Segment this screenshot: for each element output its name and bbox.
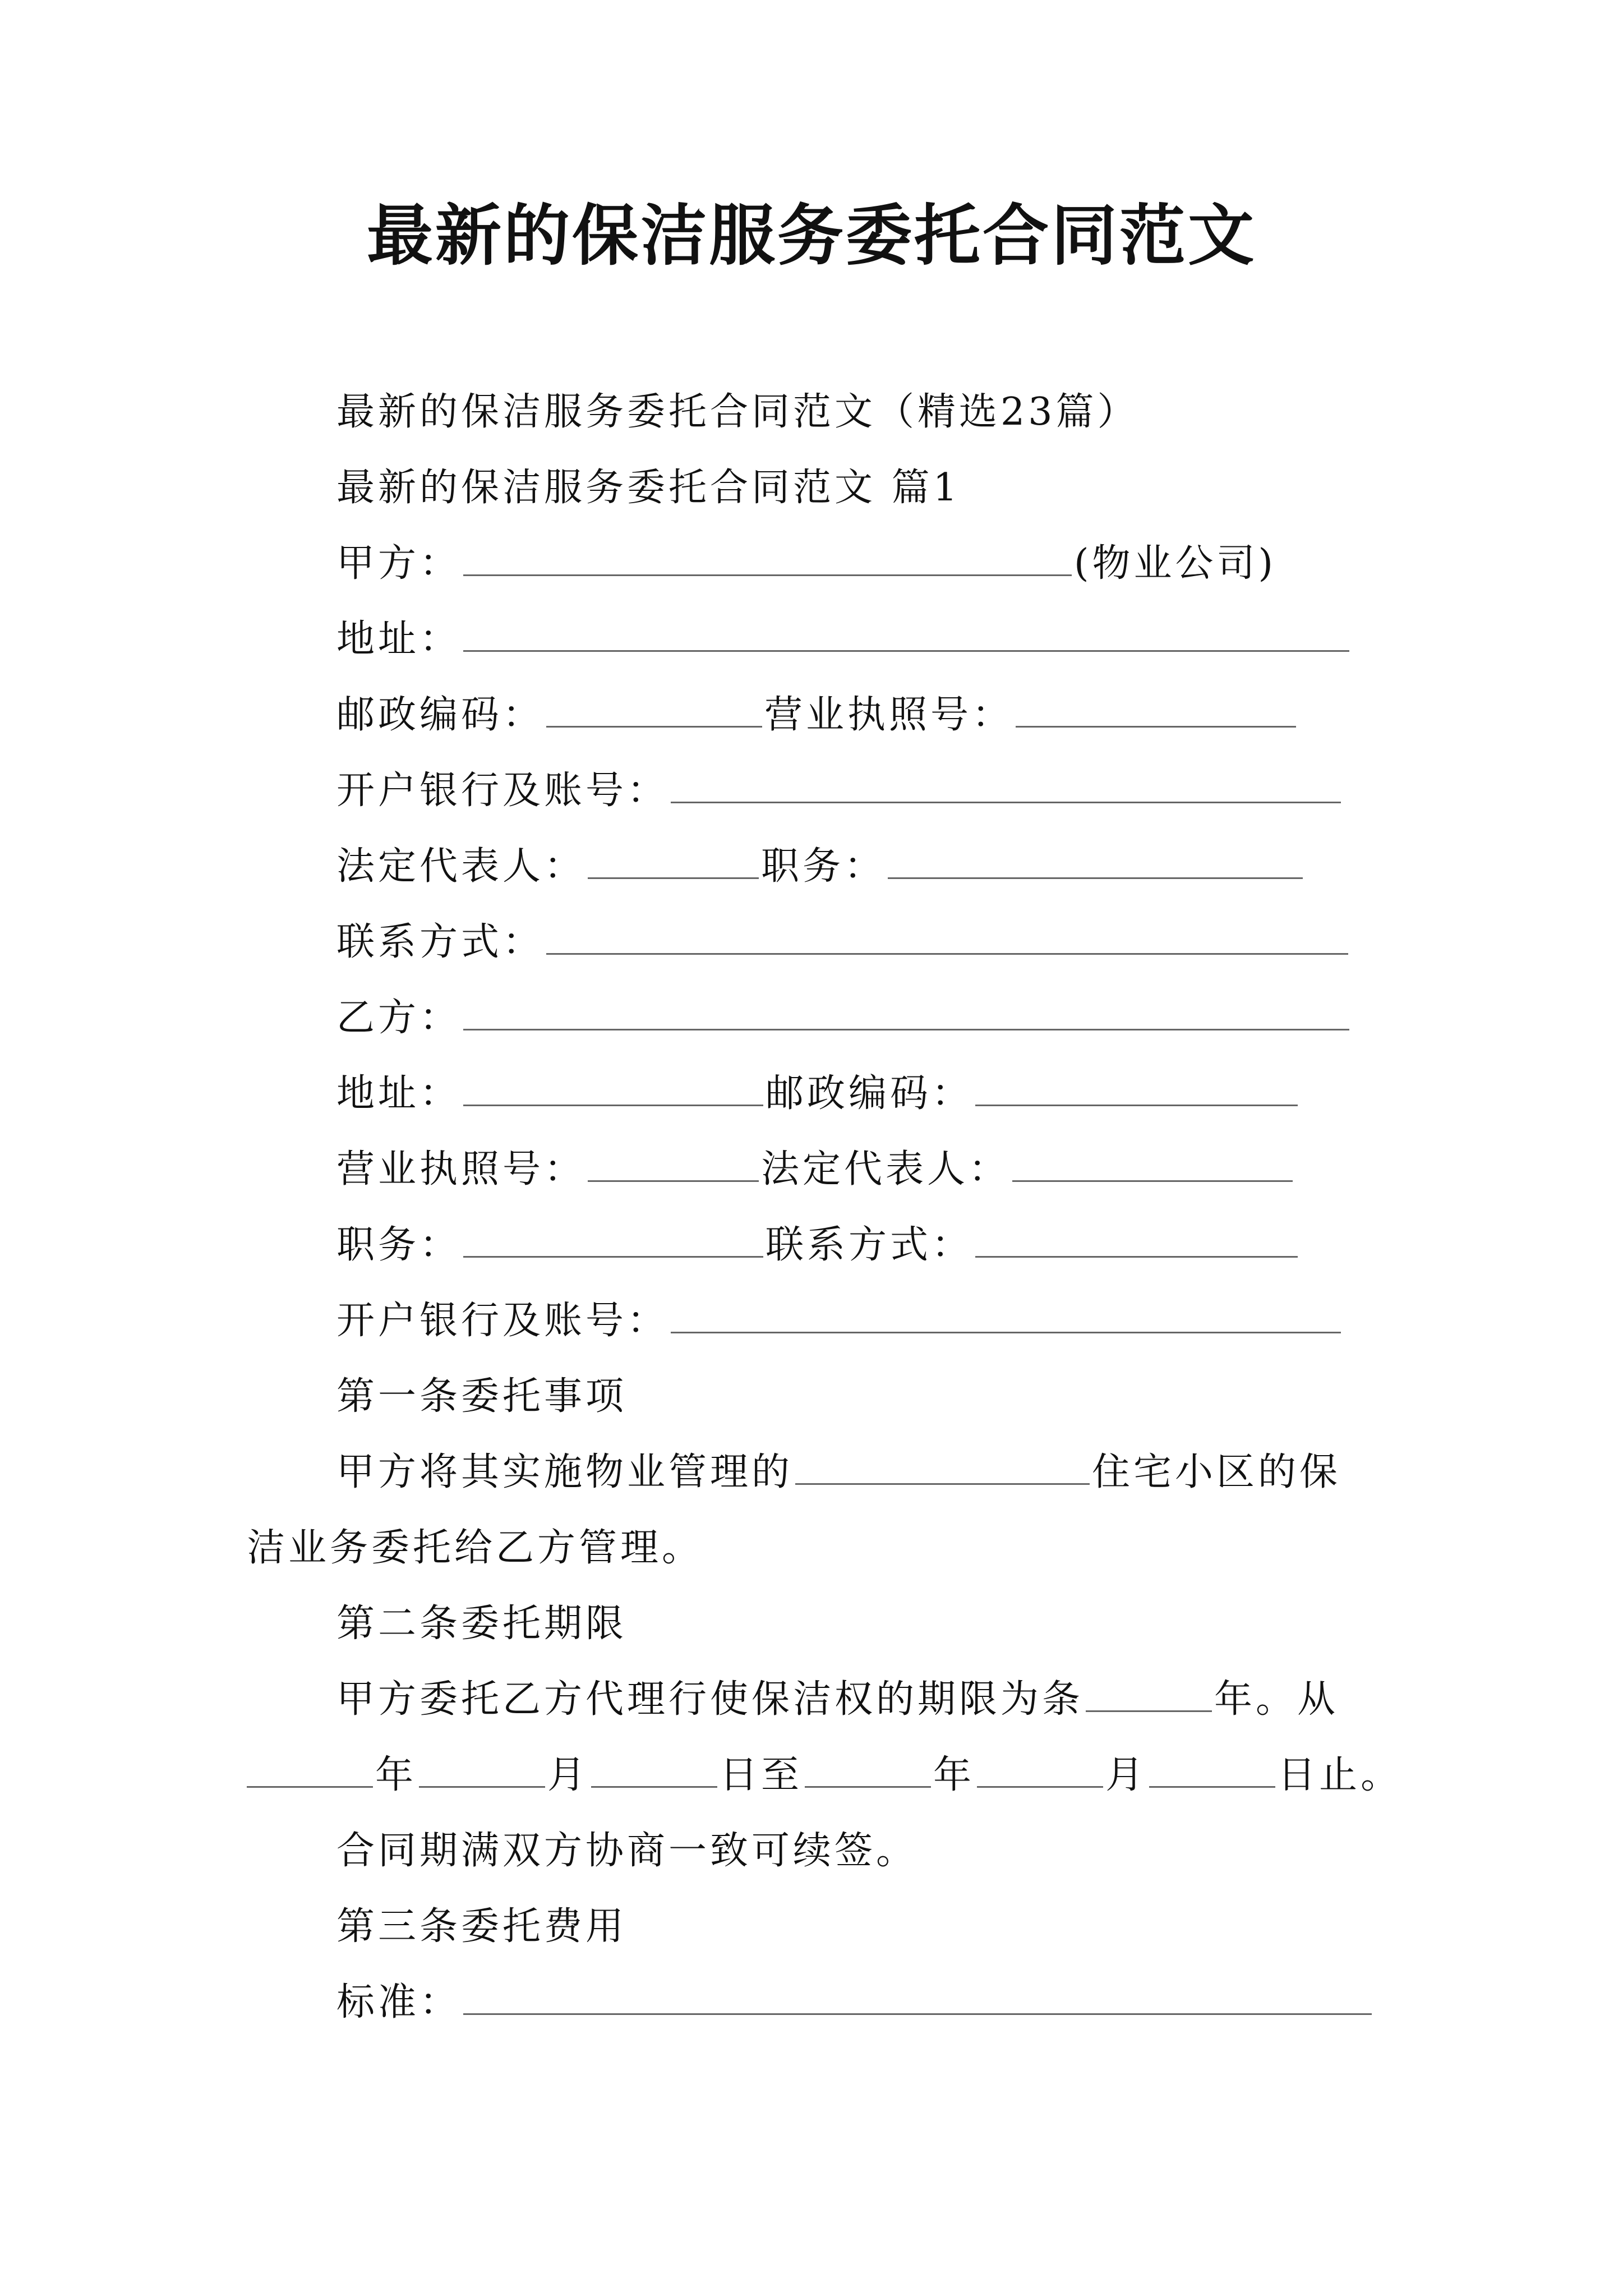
article1-text-before: 甲方将其实施物业管理的 [336, 1450, 794, 1494]
party-a-bank-label: 开户银行及账号： [336, 769, 669, 813]
party-a-contact-line [336, 912, 1350, 973]
party-b-contact-blank[interactable] [975, 1225, 1298, 1258]
party-a-legal-rep-blank[interactable] [588, 846, 759, 879]
party-b-name-blank[interactable] [463, 997, 1349, 1030]
article1-text-after: 住宅小区的保 [1092, 1450, 1341, 1494]
party-a-license-blank[interactable] [1016, 694, 1296, 728]
end-day-blank[interactable] [1149, 1755, 1275, 1788]
section-heading: 最新的保洁服务委托合同范文 篇1 [336, 466, 961, 510]
party-b-license-line [336, 1139, 1295, 1200]
party-b-bank-label: 开户银行及账号： [336, 1299, 669, 1343]
party-b-bank-blank[interactable] [671, 1300, 1341, 1333]
party-b-bank-line [336, 1290, 1343, 1352]
article3-standard-line [336, 1972, 1374, 2033]
party-b-legal-rep-label: 法定代表人： [761, 1147, 1011, 1191]
party-a-label: 甲方： [336, 541, 462, 586]
article1-community-blank[interactable] [795, 1452, 1090, 1485]
party-a-address-line [336, 609, 1352, 670]
party-a-contact-label: 联系方式： [336, 920, 545, 964]
article1-heading: 第一条委托事项 [336, 1374, 628, 1419]
party-b-address-label: 地址： [336, 1071, 462, 1116]
party-b-address-line [336, 1063, 1300, 1125]
end-year-label: 年 [933, 1753, 975, 1797]
article2-text-before: 甲方委托乙方代理行使保洁权的期限为条 [336, 1677, 1084, 1722]
party-b-license-blank[interactable] [588, 1149, 759, 1182]
party-b-line [336, 987, 1352, 1049]
party-b-postcode-blank[interactable] [975, 1073, 1298, 1106]
party-a-postcode-blank[interactable] [546, 694, 762, 728]
party-b-postcode-label: 邮政编码： [766, 1071, 974, 1116]
article1-text-line [336, 1442, 1341, 1503]
party-a-legal-rep-label: 法定代表人： [336, 844, 586, 889]
party-b-address-blank[interactable] [463, 1073, 763, 1106]
party-b-legal-rep-blank[interactable] [1012, 1149, 1293, 1182]
end-month-label: 月 [1105, 1753, 1147, 1797]
party-b-contact-label: 联系方式： [766, 1223, 974, 1267]
start-day-blank[interactable] [591, 1755, 717, 1788]
party-b-position-blank[interactable] [463, 1225, 763, 1258]
document-title: 最新的保洁服务委托合同范文 [366, 196, 1256, 274]
subtitle: 最新的保洁服务委托合同范文（精选23篇） [336, 390, 1139, 434]
party-a-position-blank[interactable] [888, 846, 1303, 879]
article2-date-line [247, 1745, 1402, 1806]
article1-text-cont: 洁业务委托给乙方管理。 [247, 1526, 704, 1570]
party-b-position-label: 职务： [336, 1223, 462, 1267]
party-a-contact-blank[interactable] [546, 922, 1348, 955]
article3-standard-label: 标准： [336, 1980, 462, 2024]
article2-years-blank[interactable] [1086, 1679, 1212, 1712]
party-a-suffix: (物业公司) [1074, 541, 1277, 586]
start-year-blank[interactable] [247, 1755, 373, 1788]
article2-heading: 第二条委托期限 [336, 1602, 628, 1646]
party-a-name-blank[interactable] [463, 543, 1072, 576]
party-a-line [336, 533, 1276, 595]
article2-text-line [336, 1669, 1339, 1731]
start-year-label: 年 [375, 1753, 417, 1797]
article3-standard-blank[interactable] [463, 1982, 1372, 2015]
party-a-legal-rep-line [336, 836, 1305, 898]
start-day-to-label: 日至 [720, 1753, 803, 1797]
article2-text-after: 年。从 [1214, 1677, 1339, 1722]
article3-heading: 第三条委托费用 [336, 1904, 628, 1949]
end-month-blank[interactable] [977, 1755, 1103, 1788]
article2-renewal: 合同期满双方协商一致可续签。 [336, 1829, 918, 1873]
start-month-label: 月 [547, 1753, 589, 1797]
party-a-position-label: 职务： [761, 844, 886, 889]
start-month-blank[interactable] [419, 1755, 545, 1788]
party-a-bank-line [336, 760, 1343, 822]
party-b-license-label: 营业执照号： [336, 1147, 586, 1191]
party-a-postcode-label: 邮政编码： [336, 693, 545, 737]
end-year-blank[interactable] [805, 1755, 931, 1788]
end-day-label: 日止。 [1278, 1753, 1403, 1797]
party-a-address-label: 地址： [336, 617, 462, 661]
party-a-bank-blank[interactable] [671, 770, 1341, 803]
party-a-address-blank[interactable] [463, 619, 1349, 652]
party-b-label: 乙方： [336, 996, 462, 1040]
party-b-position-line [336, 1214, 1300, 1276]
party-a-license-label: 营业执照号： [764, 693, 1014, 737]
party-a-postcode-line [336, 684, 1298, 746]
